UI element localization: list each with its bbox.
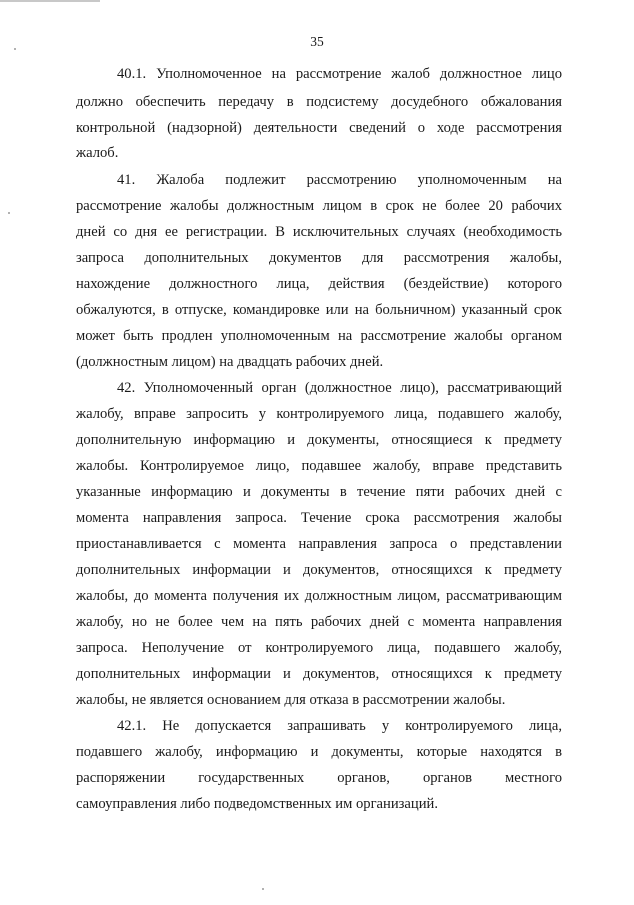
text-line: рассмотрение жалобы должностным лицом в срок не более 20 рабочих xyxy=(76,198,562,214)
text-line: подавшего жалобу, информацию и документы, которые находятся в xyxy=(76,744,562,760)
page-number: 35 xyxy=(310,34,324,49)
text-line: (должностным лицом) на двадцать рабочих дней. xyxy=(76,354,384,370)
text-line: момента направления запроса. Течение срока рассмотрения жалобы xyxy=(76,510,562,526)
text-line: нахождение должностного лица, действия (бездействие) которого xyxy=(76,276,562,292)
text-line: жалобы, до момента получения их должностным лицом, рассматривающим xyxy=(76,588,562,604)
text-line: обжалуются, в отпуске, командировке или на больничном) указанный срок xyxy=(76,302,562,318)
text-line: запроса дополнительных документов для рассмотрения жалобы, xyxy=(76,250,562,266)
text-line: запроса. Неполучение от контролируемого лица, подавшего жалобу, xyxy=(76,640,562,656)
text-line: должно обеспечить передачу в подсистему досудебного обжалования xyxy=(76,94,562,110)
text-line: дополнительных информации и документов, относящихся к предмету xyxy=(76,562,562,578)
text-line: дополнительных информации и документов, относящихся к предмету xyxy=(76,666,562,682)
text-line: контрольной (надзорной) деятельности сведений о ходе рассмотрения xyxy=(76,120,562,136)
scan-edge-mark xyxy=(0,0,100,2)
text-line: 40.1. Уполномоченное на рассмотрение жалоб должностное лицо xyxy=(117,66,562,82)
text-line: жалобу, вправе запросить у контролируемого лица, подавшего жалобу, xyxy=(76,406,562,422)
text-line: жалобы, не является основанием для отказа в рассмотрении жалобы. xyxy=(76,692,506,708)
text-line: самоуправления либо подведомственных им организаций. xyxy=(76,796,438,812)
text-line: 42. Уполномоченный орган (должностное лицо), рассматривающий xyxy=(117,380,562,396)
text-line: жалоб. xyxy=(76,145,119,161)
text-line: 42.1. Не допускается запрашивать у контролируемого лица, xyxy=(117,718,562,734)
text-line: указанные информацию и документы в течение пяти рабочих дней с xyxy=(76,484,562,500)
text-line: распоряжении государственных органов, органов местного xyxy=(76,770,562,786)
scan-speck xyxy=(8,212,10,214)
text-line: может быть продлен уполномоченным на рассмотрение жалобы органом xyxy=(76,328,562,344)
text-line: приостанавливается с момента направления запроса о представлении xyxy=(76,536,562,552)
text-line: 41. Жалоба подлежит рассмотрению уполномоченным на xyxy=(117,172,562,188)
text-line: жалобу, но не более чем на пять рабочих дней с момента направления xyxy=(76,614,562,630)
text-line: дополнительную информацию и документы, относящиеся к предмету xyxy=(76,432,562,448)
text-line: дней со дня ее регистрации. В исключительных случаях (необходимость xyxy=(76,224,562,240)
text-line: жалобы. Контролируемое лицо, подавшее жалобу, вправе представить xyxy=(76,458,562,474)
scan-speck xyxy=(262,888,264,890)
